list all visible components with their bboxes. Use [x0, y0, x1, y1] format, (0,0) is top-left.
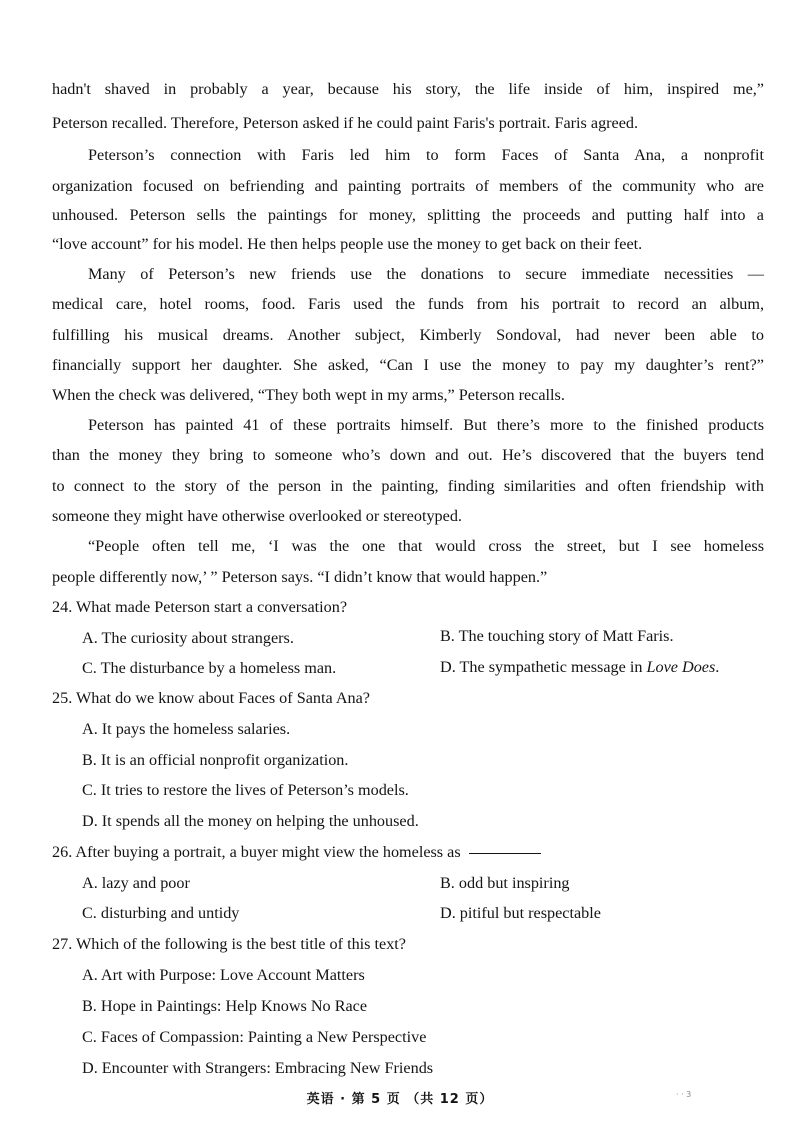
passage-line: to connect to the story of the person in the painting, finding similarities and often friendship with [52, 477, 764, 495]
question-27-option-b[interactable]: B. Hope in Paintings: Help Knows No Race [82, 997, 368, 1015]
question-26-stem-text: 26. After buying a portrait, a buyer might view the homeless as [52, 843, 461, 861]
question-27-option-a[interactable]: A. Art with Purpose: Love Account Matters [82, 966, 365, 984]
passage-line: medical care, hotel rooms, food. Faris used the funds from his portrait to record an album, [52, 295, 764, 313]
passage-line: When the check was delivered, “They both wept in my arms,” Peterson recalls. [52, 386, 565, 404]
passage-line: fulfilling his musical dreams. Another subject, Kimberly Sondoval, had never been able to [52, 326, 764, 344]
question-27-stem: 27. Which of the following is the best title of this text? [52, 935, 406, 953]
passage-line: than the money they bring to someone who’s down and out. He’s discovered that the buyers tend [52, 446, 764, 464]
book-title: Love Does [646, 658, 716, 676]
passage-line: Peterson’s connection with Faris led him to form Faces of Santa Ana, a nonprofit [88, 146, 764, 164]
question-26-option-b[interactable]: B. odd but inspiring [440, 874, 570, 892]
question-24-option-a[interactable]: A. The curiosity about strangers. [82, 629, 294, 647]
question-24-option-b[interactable]: B. The touching story of Matt Faris. [440, 627, 674, 645]
question-27-option-c[interactable]: C. Faces of Compassion: Painting a New Perspective [82, 1028, 427, 1046]
passage-line: organization focused on befriending and painting portraits of members of the community who are [52, 177, 764, 195]
passage-line: Many of Peterson’s new friends use the donations to secure immediate necessities — [88, 265, 764, 283]
question-24-option-d-suffix: . [715, 658, 720, 676]
question-24-option-c[interactable]: C. The disturbance by a homeless man. [82, 659, 337, 677]
question-24-option-d[interactable] [440, 652, 719, 682]
question-26-option-a[interactable]: A. lazy and poor [82, 874, 190, 892]
question-25-option-b[interactable]: B. It is an official nonprofit organization. [82, 751, 349, 769]
question-25-option-d[interactable]: D. It spends all the money on helping the unhoused. [82, 812, 419, 830]
question-27-option-d[interactable]: D. Encounter with Strangers: Embracing New Friends [82, 1059, 434, 1077]
passage-line: unhoused. Peterson sells the paintings for money, splitting the proceeds and putting half into a [52, 206, 764, 224]
question-24-option-d-prefix: D. The sympathetic message in [440, 658, 647, 676]
question-25-stem: 25. What do we know about Faces of Santa Ana? [52, 689, 370, 707]
passage-line: financially support her daughter. She asked, “Can I use the money to pay my daughter’s rent?” [52, 356, 764, 374]
passage-line: Peterson has painted 41 of these portraits himself. But there’s more to the finished products [88, 416, 764, 434]
passage-line: “People often tell me, ‘I was the one that would cross the street, but I see homeless [88, 537, 764, 555]
page-footer: 英语 · 第 5 页 （共 12 页） [306, 1092, 494, 1107]
question-25-option-a[interactable]: A. It pays the homeless salaries. [82, 720, 291, 738]
question-26-option-d[interactable]: D. pitiful but respectable [440, 904, 601, 922]
passage-line: “love account” for his model. He then helps people use the money to get back on their feet. [52, 235, 643, 253]
passage-line: people differently now,’ ” Peterson says. “I didn’t know that would happen.” [52, 568, 548, 586]
question-24-stem: 24. What made Peterson start a conversation? [52, 598, 348, 616]
passage-line: Peterson recalled. Therefore, Peterson asked if he could paint Faris's portrait. Faris agreed. [52, 114, 639, 132]
passage-line: hadn't shaved in probably a year, because his story, the life inside of him, inspired me,” [52, 80, 764, 98]
question-26-stem [52, 837, 541, 867]
corner-mark: · · 3 [676, 1090, 692, 1099]
question-26-option-c[interactable]: C. disturbing and untidy [82, 904, 240, 922]
question-25-option-c[interactable]: C. It tries to restore the lives of Peterson’s models. [82, 781, 409, 799]
passage-line: someone they might have otherwise overlooked or stereotyped. [52, 507, 462, 525]
answer-blank [469, 852, 541, 854]
